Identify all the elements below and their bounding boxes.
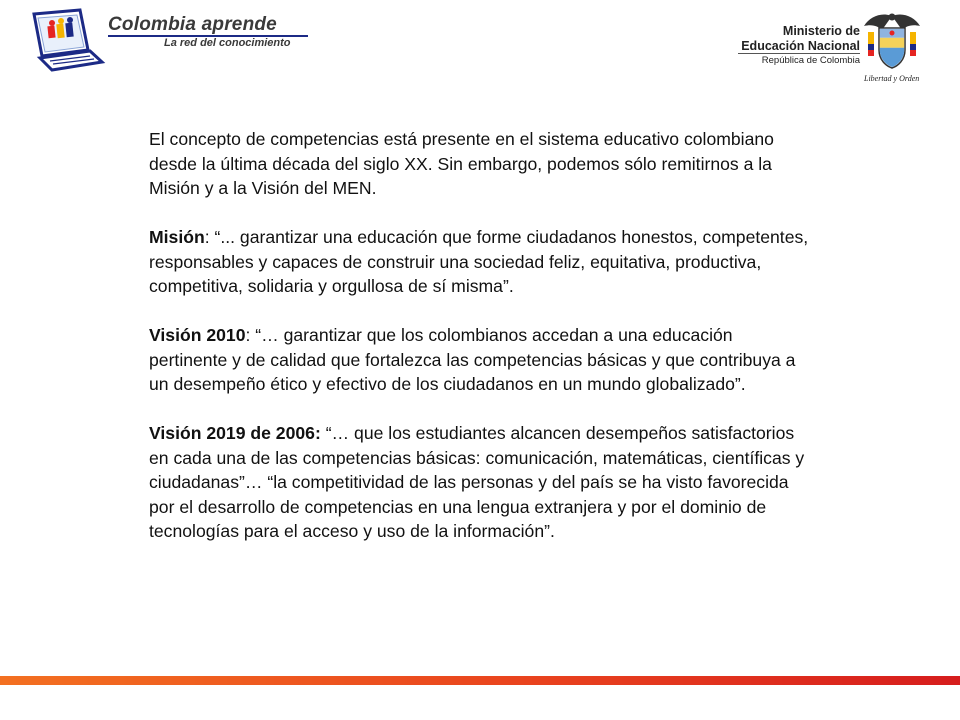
mision-text: : “... garantizar una educación que forme ciudadanos honestos, competentes, responsables y capaces de construir una sociedad feliz, equitativa, productiva, competitiva, solidaria y orgullosa de sí misma”. (149, 227, 809, 296)
ministerio-logo (740, 8, 952, 92)
ministry-divider (738, 53, 860, 54)
vision-2010-label: Visión 2010 (149, 325, 246, 345)
mision-label: Misión (149, 227, 205, 247)
laptop-icon (28, 6, 106, 72)
ministry-line-2: Educación Nacional (741, 39, 860, 53)
intro-text: El concepto de competencias está presente en el sistema educativo colombiano desde la última década del siglo XX. Sin embargo, podemos sólo remitirnos a la Misión y a la Visión del MEN. (149, 129, 774, 198)
colombia-aprende-logo (28, 6, 298, 72)
slide-body-text (149, 127, 809, 568)
motto: Libertad y Orden (864, 74, 920, 83)
ministry-line-3: República de Colombia (761, 55, 860, 66)
vision-2019-paragraph (149, 421, 809, 544)
brand-tagline: La red del conocimiento (164, 37, 291, 49)
intro-paragraph (149, 127, 809, 201)
mision-paragraph (149, 225, 809, 299)
brand-name: Colombia aprende (108, 14, 277, 35)
vision-2010-text: : “… garantizar que los colombianos accedan a una educación pertinente y de calidad que fortalezca las competencias básicas y que contribuya a un desempeño ético y efectivo de los ciudadanos en un mundo globalizado”. (149, 325, 796, 394)
vision-2019-label: Visión 2019 de 2006: (149, 423, 321, 443)
vision-2010-paragraph (149, 323, 809, 397)
vision-2019-text: “… que los estudiantes alcancen desempeños satisfactorios en cada una de las competencias básicas: comunicación, matemáticas, científicas y ciudadanas”… “la competitividad de las personas y del país se ha visto favorecida por el desarrollo de competencias en una lengua extranjera y por el dominio de tecnologías para el acceso y uso de la información”. (149, 423, 805, 541)
footer-bar (0, 676, 960, 685)
ministry-line-1: Ministerio de (782, 24, 860, 38)
coat-of-arms-icon (862, 10, 922, 74)
